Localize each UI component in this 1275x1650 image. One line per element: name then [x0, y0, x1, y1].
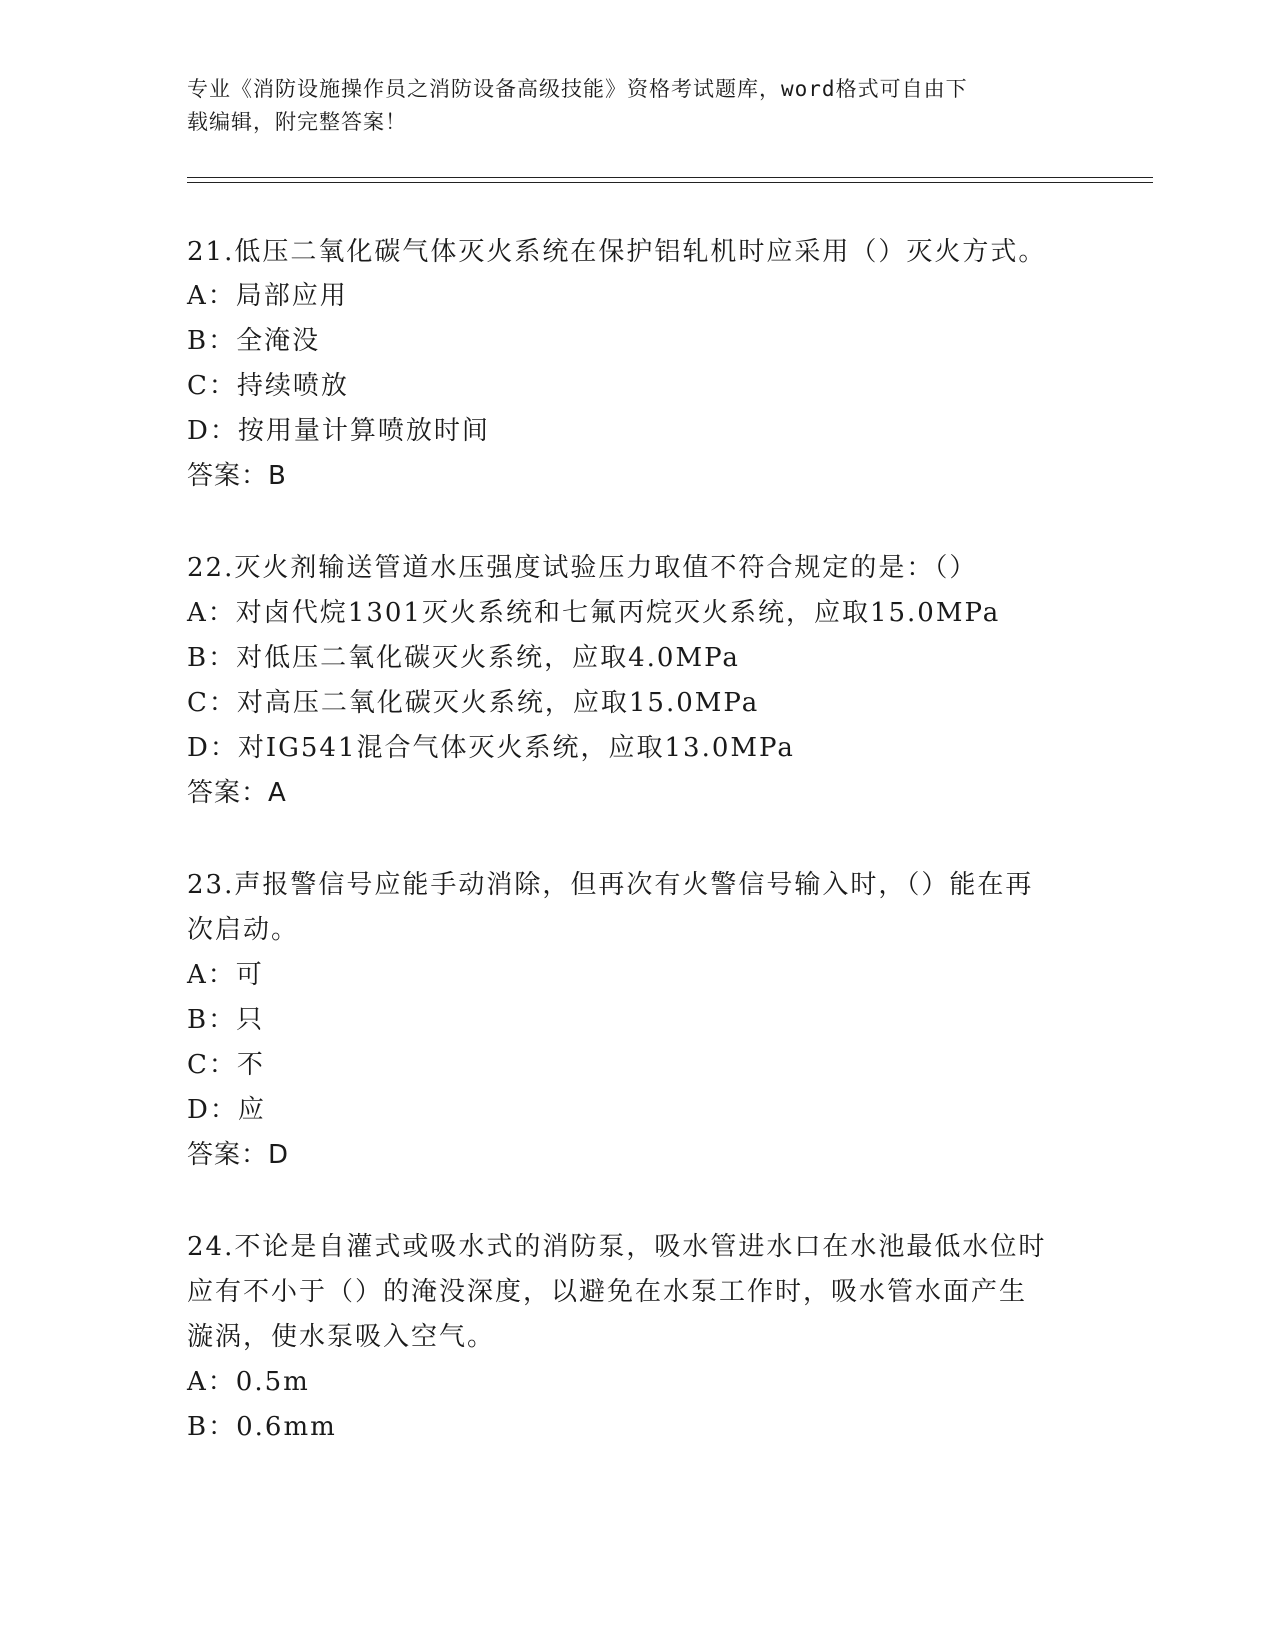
question-24-option-b: B：0.6mm — [187, 1412, 337, 1442]
question-21-stem: 21.低压二氧化碳气体灭火系统在保护铝轧机时应采用（）灭火方式。 — [187, 237, 1047, 267]
question-24-stem-line-3: 漩涡，使水泵吸入空气。 — [187, 1322, 496, 1352]
question-24-stem-line-2: 应有不小于（）的淹没深度，以避免在水泵工作时，吸水管水面产生 — [187, 1277, 1028, 1307]
question-21-option-a: A：局部应用 — [187, 281, 348, 311]
question-23-stem-line-2: 次启动。 — [187, 915, 300, 945]
question-23-option-c: C：不 — [187, 1050, 265, 1080]
question-21-answer: 答案：B — [187, 461, 287, 491]
document-header — [187, 73, 1067, 139]
question-21-option-b: B：全淹没 — [187, 326, 321, 356]
header-line-1: 专业《消防设施操作员之消防设备高级技能》资格考试题库，word格式可自由下 — [187, 77, 968, 101]
question-23-answer: 答案：D — [187, 1140, 290, 1170]
question-21-option-c: C：持续喷放 — [187, 371, 349, 401]
question-23-option-b: B：只 — [187, 1005, 265, 1035]
question-24-stem-line-1: 24.不论是自灌式或吸水式的消防泵，吸水管进水口在水池最低水位时 — [187, 1232, 1047, 1262]
header-line-2: 载编辑，附完整答案！ — [187, 110, 407, 134]
question-23-stem-line-1: 23.声报警信号应能手动消除，但再次有火警信号输入时，（）能在再 — [187, 870, 1034, 900]
question-21-option-d: D：按用量计算喷放时间 — [187, 416, 490, 446]
question-23-option-d: D：应 — [187, 1095, 266, 1125]
question-23-option-a: A：可 — [187, 960, 264, 990]
question-22-option-b: B：对低压二氧化碳灭火系统，应取4.0MPa — [187, 643, 740, 673]
question-22-answer: 答案：A — [187, 778, 287, 808]
header-divider-bottom — [187, 182, 1153, 183]
question-22-option-c: C：对高压二氧化碳灭火系统，应取15.0MPa — [187, 688, 760, 718]
question-24-option-a: A：0.5m — [187, 1367, 310, 1397]
question-22-option-a: A：对卤代烷1301灭火系统和七氟丙烷灭火系统，应取15.0MPa — [187, 598, 1001, 628]
question-22-option-d: D：对IG541混合气体灭火系统，应取13.0MPa — [187, 733, 795, 763]
question-22-stem: 22.灭火剂输送管道水压强度试验压力取值不符合规定的是：（） — [187, 553, 978, 583]
header-divider-top — [187, 177, 1153, 178]
